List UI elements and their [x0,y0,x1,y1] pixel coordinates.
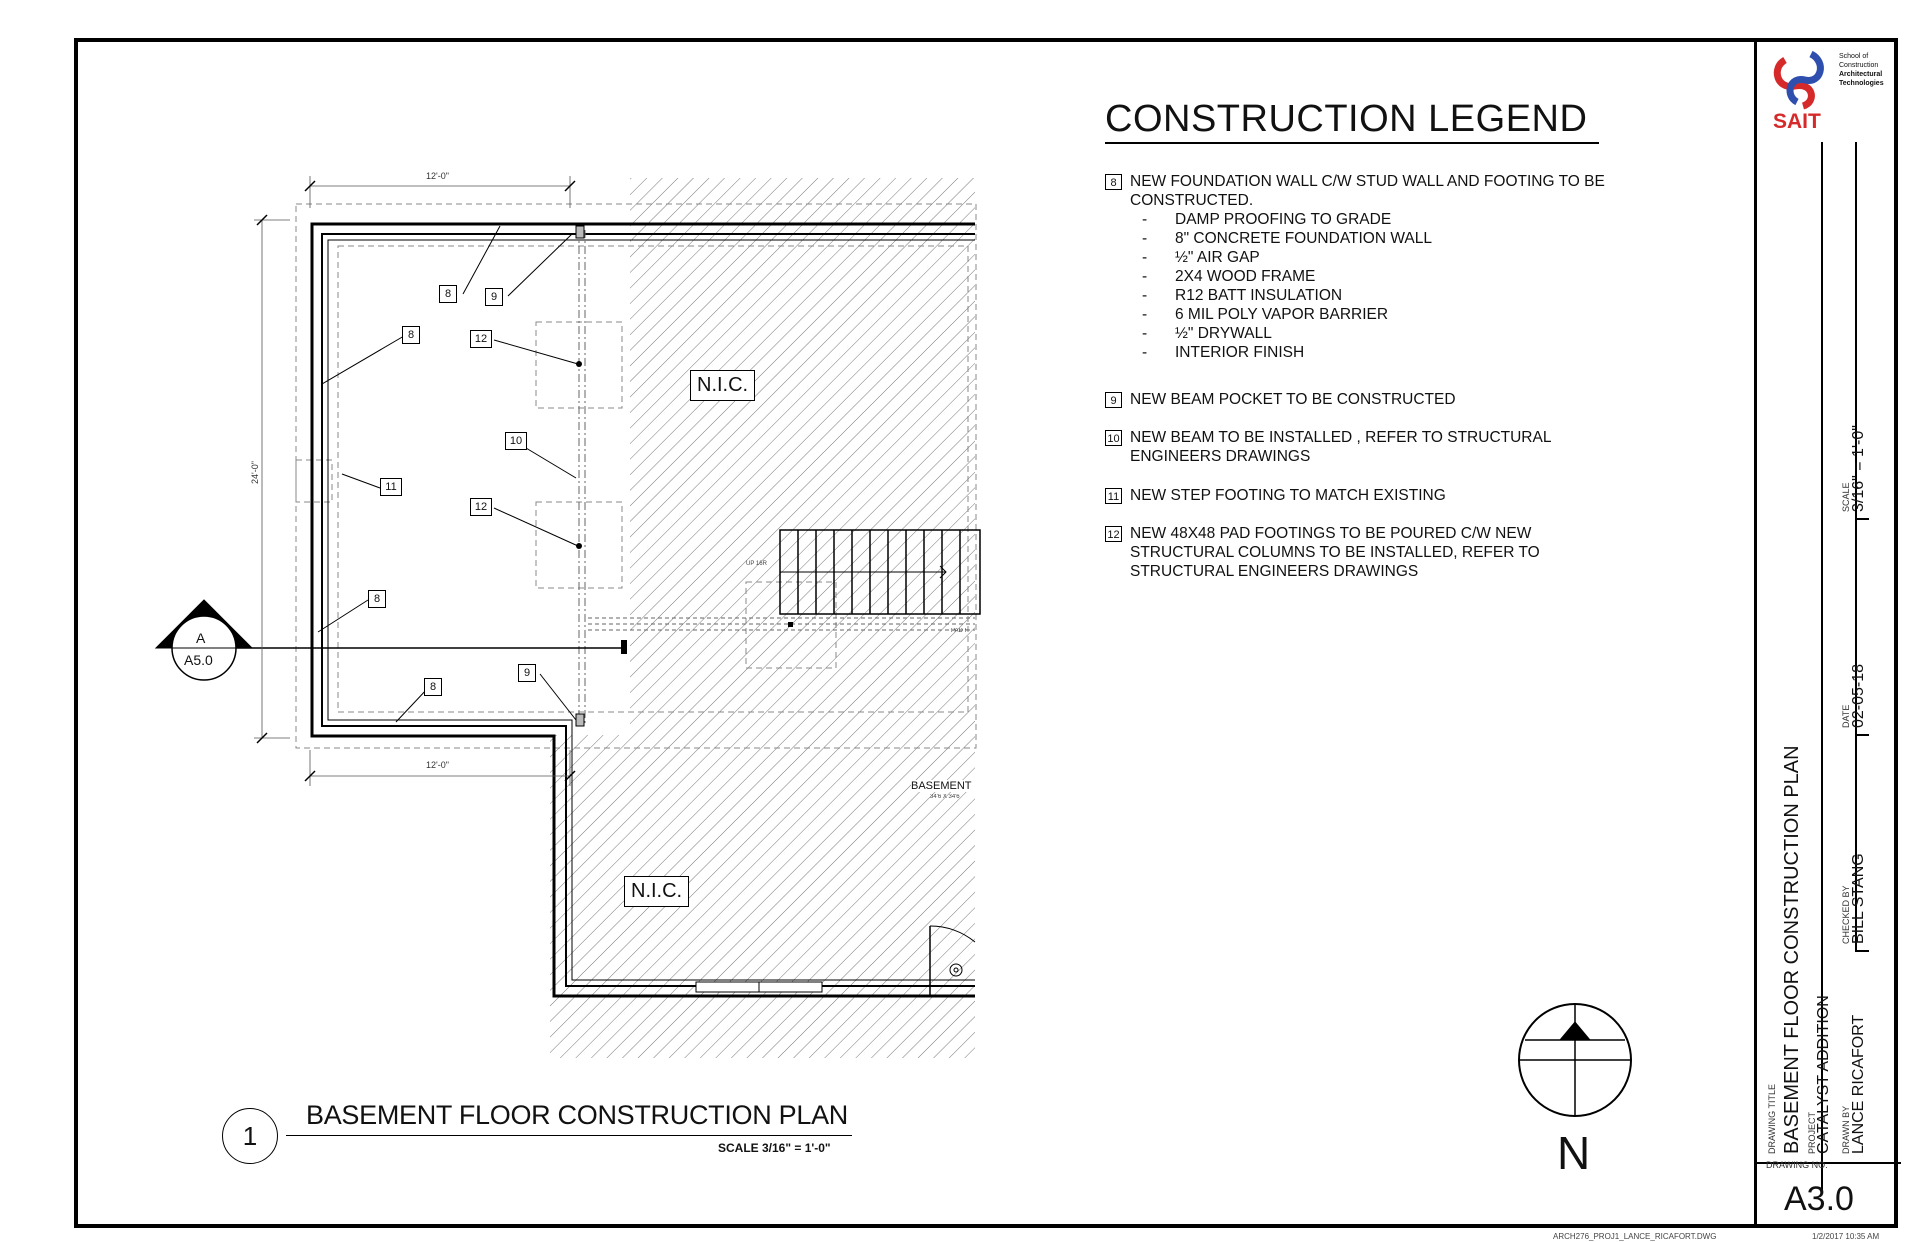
title-divider [1855,518,1869,520]
section-marker-sheet: A5.0 [184,652,213,668]
legend-tag-8: 8 [368,590,386,608]
north-arrow [1519,1004,1631,1116]
title-divider [1855,142,1857,952]
title-block [1754,38,1898,1228]
legend-tag-9: 9 [485,288,503,306]
footer-filename: ARCH276_PROJ1_LANCE_RICAFORT.DWG [1553,1232,1717,1241]
plan-scale: SCALE 3/16" = 1'-0" [718,1141,831,1155]
project-name: CATALYST ADDITION [1815,995,1832,1154]
legend-subitem: - ½" AIR GAP [1130,248,1625,267]
school-name [1839,52,1884,88]
legend-sublist [1105,210,1625,362]
drawing-title: BASEMENT FLOOR CONSTRUCTION PLAN [1781,745,1803,1154]
legend-subitem: - DAMP PROOFING TO GRADE [1130,210,1625,229]
date-value: 02-05-18 [1850,663,1867,728]
drawn-by: LANCE RICAFORT [1850,1014,1867,1154]
legend-title: CONSTRUCTION LEGEND [1105,98,1588,140]
legend-item-text: NEW BEAM POCKET TO BE CONSTRUCTED [1130,391,1456,408]
footer-plot-date: 1/2/2017 10:35 AM [1812,1232,1880,1241]
legend-subitem: - 6 MIL POLY VAPOR BARRIER [1130,305,1625,324]
scale-value: 3/16" = 1'-0" [1850,425,1867,512]
legend-subitem: - 8" CONCRETE FOUNDATION WALL [1130,229,1625,248]
plan-number: 1 [222,1108,278,1164]
title-divider [1855,734,1869,736]
legend-item-number: 12 [1105,526,1122,542]
legend-item-number: 10 [1105,430,1122,446]
legend-tag-9: 9 [518,664,536,682]
legend-tag-8: 8 [402,326,420,344]
room-size: 34'6 X 34'6 [930,794,960,800]
legend-item-number: 11 [1105,488,1122,504]
legend-tag-8: 8 [439,285,457,303]
legend-item-text: NEW STEP FOOTING TO MATCH EXISTING [1130,487,1446,504]
checked-by-label: CHECKED BY [1841,885,1851,944]
legend-tag-11: 11 [380,478,402,496]
legend-subitem: - R12 BATT INSULATION [1130,286,1625,305]
title-divider [1855,950,1869,952]
legend-tag-10: 10 [505,432,527,450]
legend-item-number: 9 [1105,392,1122,408]
nic-label-upper: N.I.C. [690,370,755,401]
pad-label: PAD F [951,628,969,634]
legend-item-number: 8 [1105,174,1122,190]
stair-label: UP 16R [746,561,767,567]
legend-subitem: - 2X4 WOOD FRAME [1130,267,1625,286]
legend-item-text: NEW BEAM TO BE INSTALLED , REFER TO STRUCTURAL ENGINEERS DRAWINGS [1130,429,1551,465]
school-line: Architectural [1839,71,1883,78]
legend-tag-12: 12 [470,498,492,516]
dimension-top: 12'-0" [426,171,449,181]
legend-tag-8: 8 [424,678,442,696]
legend-subitem: - ½" DRYWALL [1130,324,1625,343]
legend-item [1105,524,1595,581]
legend-item-text: NEW FOUNDATION WALL C/W STUD WALL AND FOOTING TO BE CONSTRUCTED. [1130,173,1605,209]
dimension-bottom: 12'-0" [426,760,449,770]
legend-item [1105,390,1625,409]
legend-item [1105,428,1585,466]
date-label: DATE [1841,704,1851,728]
sait-logo-icon [1767,46,1831,110]
nic-label-lower: N.I.C. [624,876,689,907]
plan-title-underline [286,1135,852,1136]
legend-subitem: - INTERIOR FINISH [1130,343,1625,362]
school-line: School of [1839,53,1869,60]
legend-title-underline [1105,142,1599,144]
drawing-number-label: DRAWING NO. [1766,1160,1828,1170]
checked-by: BILL STANG [1850,853,1867,944]
drawn-by-label: DRAWN BY [1841,1105,1851,1154]
dimension-left: 24'-0" [250,461,260,484]
scale-label: SCALE [1841,482,1851,512]
north-label: N [1557,1127,1591,1179]
plan-title: BASEMENT FLOOR CONSTRUCTION PLAN [306,1100,848,1130]
legend-item-text: NEW 48X48 PAD FOOTINGS TO BE POURED C/W NEW STRUCTURAL COLUMNS TO BE INSTALLED, REFER TO STRUCTURAL ENGINEERS DRAWINGS [1130,525,1540,580]
legend-item [1105,172,1625,362]
drawing-number: A3.0 [1784,1180,1854,1218]
section-marker-letter: A [196,630,206,646]
project-label: PROJECT [1807,1111,1817,1154]
logo-text: SAIT [1773,110,1821,133]
room-label: BASEMENT [911,780,975,792]
school-line: Construction [1839,62,1879,69]
legend-item [1105,486,1625,505]
school-line: Technologies [1839,80,1884,87]
drawing-title-label: DRAWING TITLE [1767,1083,1777,1154]
legend-tag-12: 12 [470,330,492,348]
